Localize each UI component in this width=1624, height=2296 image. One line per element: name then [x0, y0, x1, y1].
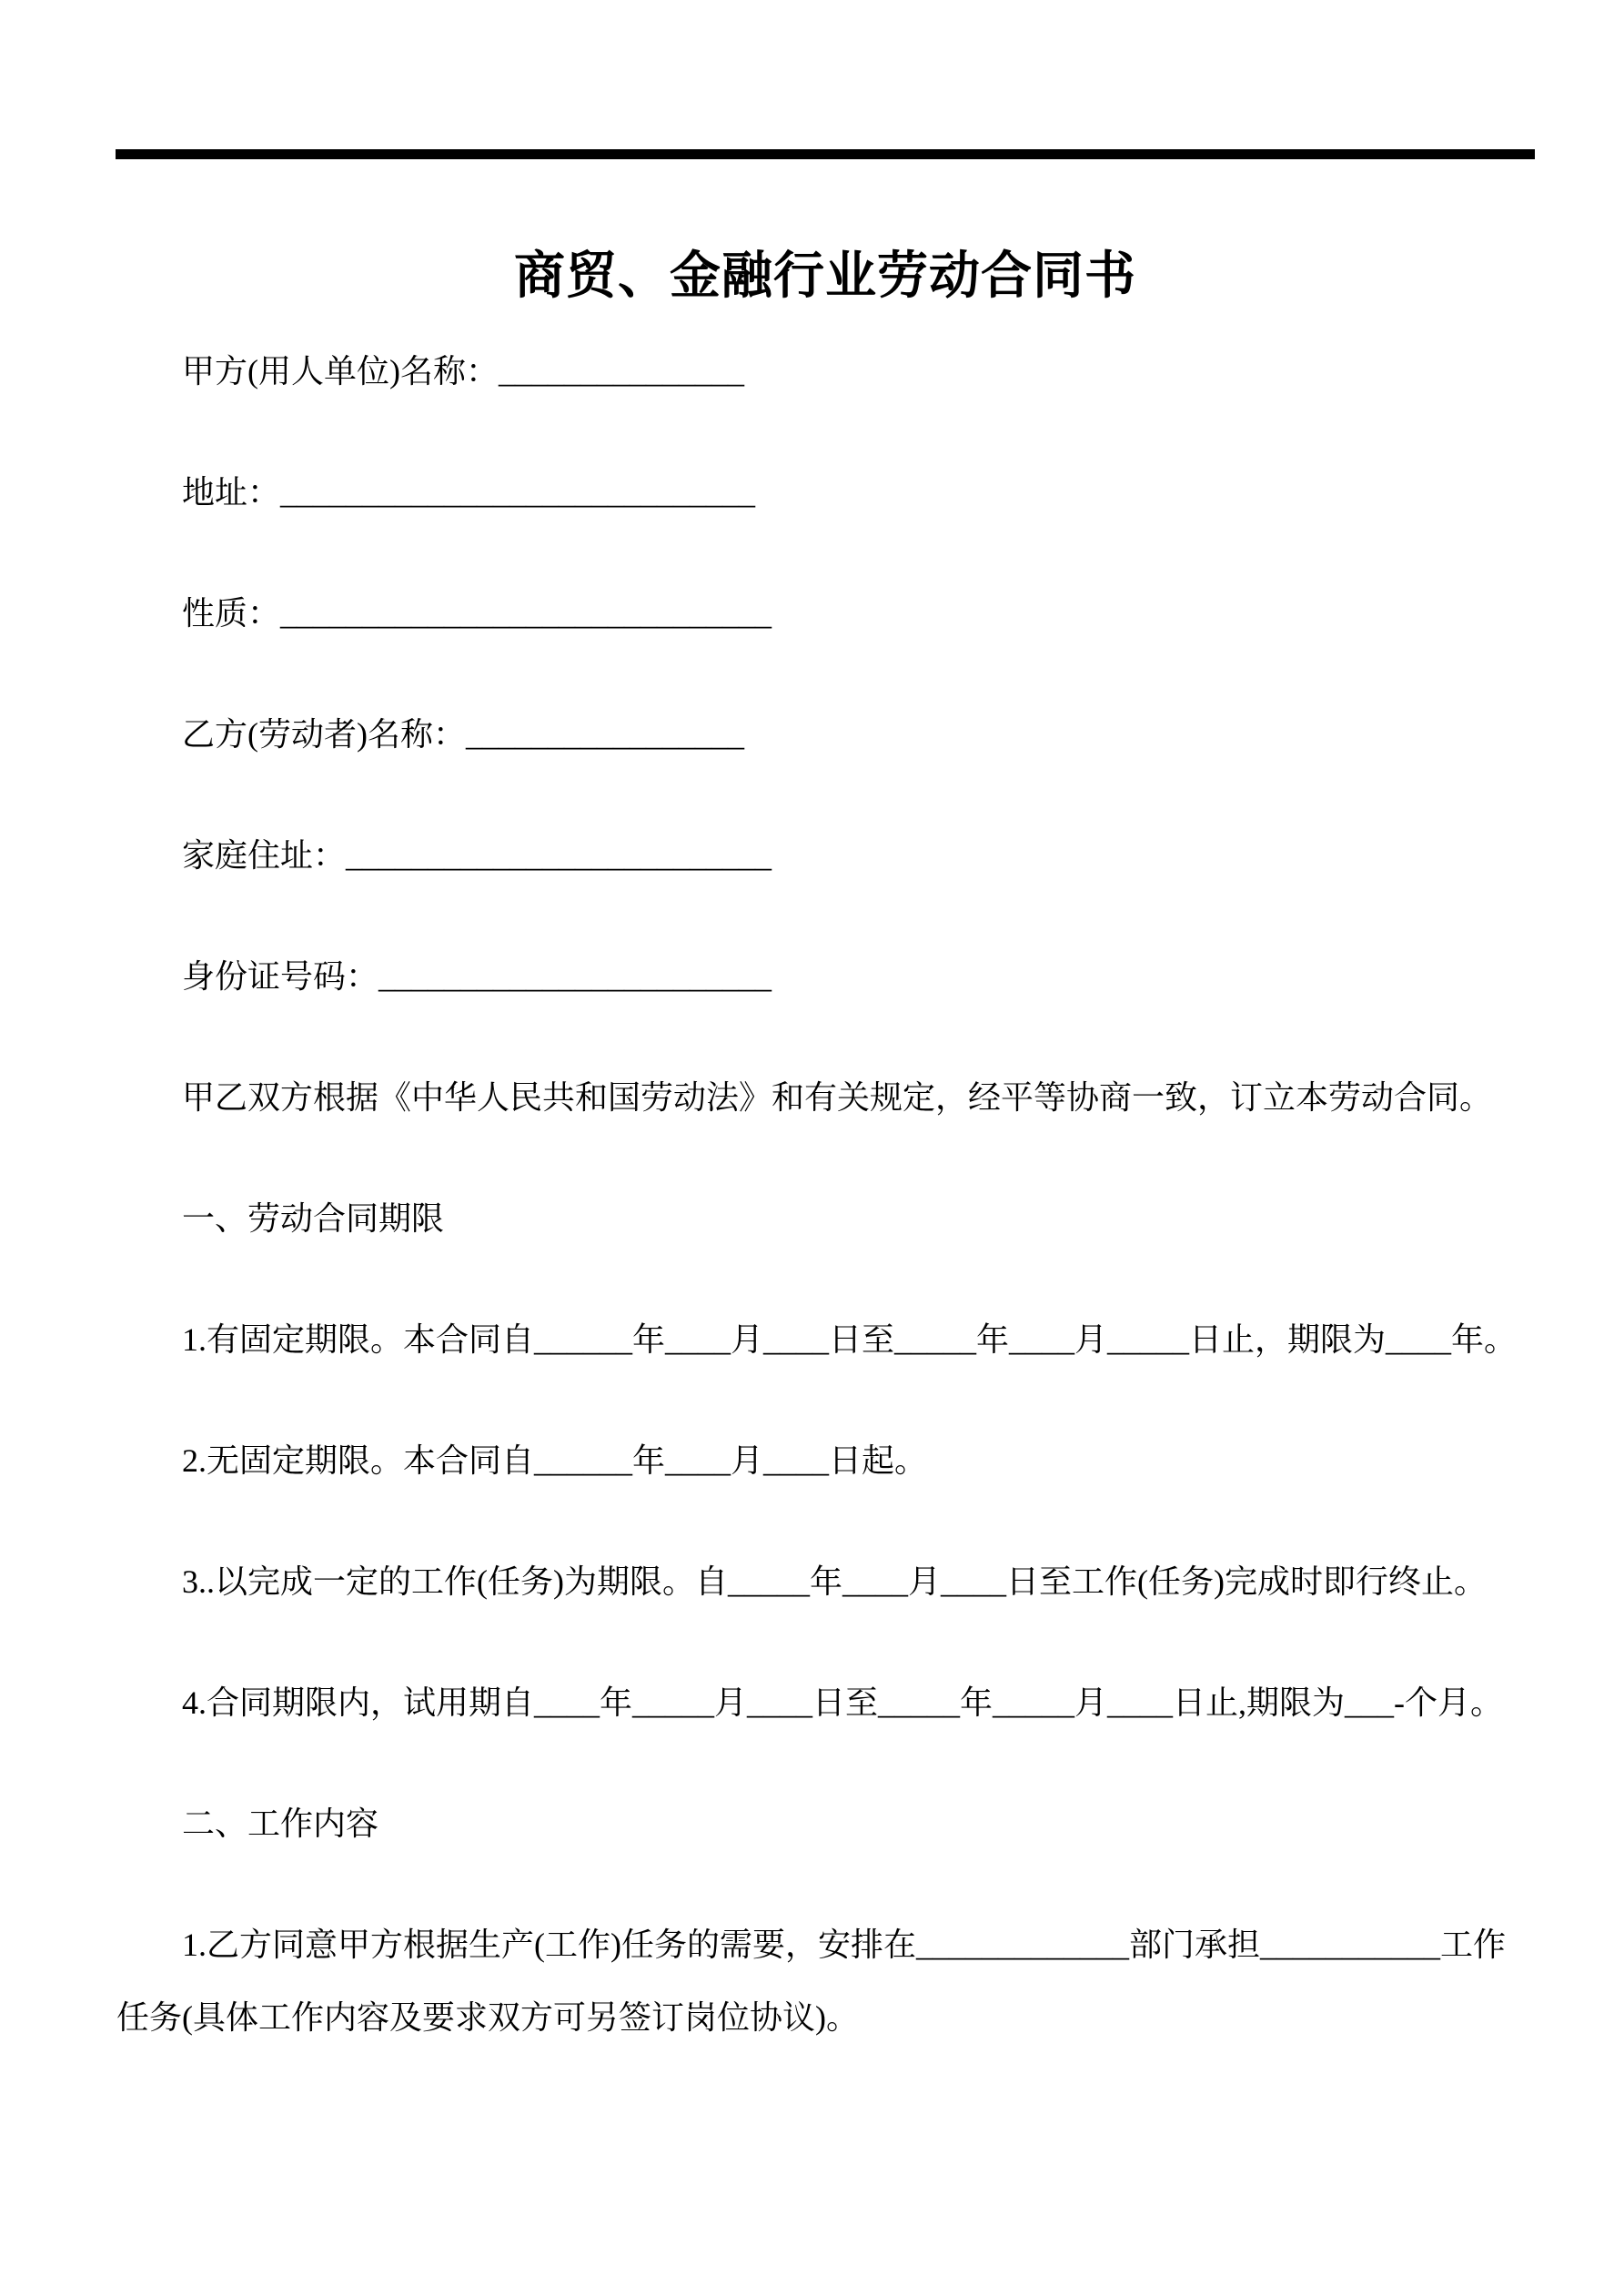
section2-heading: 二、工作内容	[182, 1805, 379, 1842]
field-label: 身份证号码：	[182, 958, 379, 995]
field-row-nature	[182, 597, 772, 630]
work-content-item-line1: 1.乙方同意甲方根据生产(工作)任务的需要，安排在_____________部门承担___________工作	[182, 1927, 1506, 1963]
intro-paragraph: 甲乙双方根据《中华人民共和国劳动法》和有关规定，经平等协商一致，订立本劳动合同。	[182, 1079, 1493, 1116]
field-label: 甲方(用人单位)名称：	[182, 353, 499, 389]
field-label: 性质：	[182, 595, 281, 632]
field-row-home-address	[182, 839, 772, 872]
term-item-2: 2.无固定期限。本合同自______年____月____日起。	[182, 1442, 928, 1479]
fill-in-blank: _________________	[465, 716, 744, 753]
term-item-1: 1.有固定期限。本合同自______年____月____日至_____年____月_____日止，期限为____年。	[182, 1321, 1518, 1358]
field-row-id-number	[182, 960, 772, 993]
fill-in-blank: ________________________	[378, 958, 772, 995]
document-title: 商贸、金融行业劳动合同书	[514, 248, 1136, 305]
term-item-4: 4.合同期限内，试用期自____年_____月____日至_____年_____月____日止,期限为___-个月。	[182, 1684, 1503, 1721]
field-row-party-b-name	[182, 718, 744, 751]
field-label: 地址：	[182, 474, 281, 511]
field-label: 乙方(劳动者)名称：	[182, 716, 466, 753]
section1-heading: 一、劳动合同期限	[182, 1200, 445, 1237]
field-row-address	[182, 476, 755, 509]
fill-in-blank: _____________________________	[280, 474, 756, 511]
header-rule	[116, 149, 1535, 159]
fill-in-blank: _______________	[498, 353, 744, 389]
fill-in-blank: ______________________________	[280, 595, 772, 632]
fill-in-blank: __________________________	[346, 837, 772, 874]
field-label: 家庭住址：	[182, 837, 347, 874]
field-row-party-a-name	[182, 355, 744, 388]
term-item-3: 3..以完成一定的工作(任务)为期限。自_____年____月____日至工作(任务)完成时即行终止。	[182, 1563, 1487, 1600]
work-content-item-line2: 任务(具体工作内容及要求双方可另签订岗位协议)。	[116, 1999, 859, 2036]
